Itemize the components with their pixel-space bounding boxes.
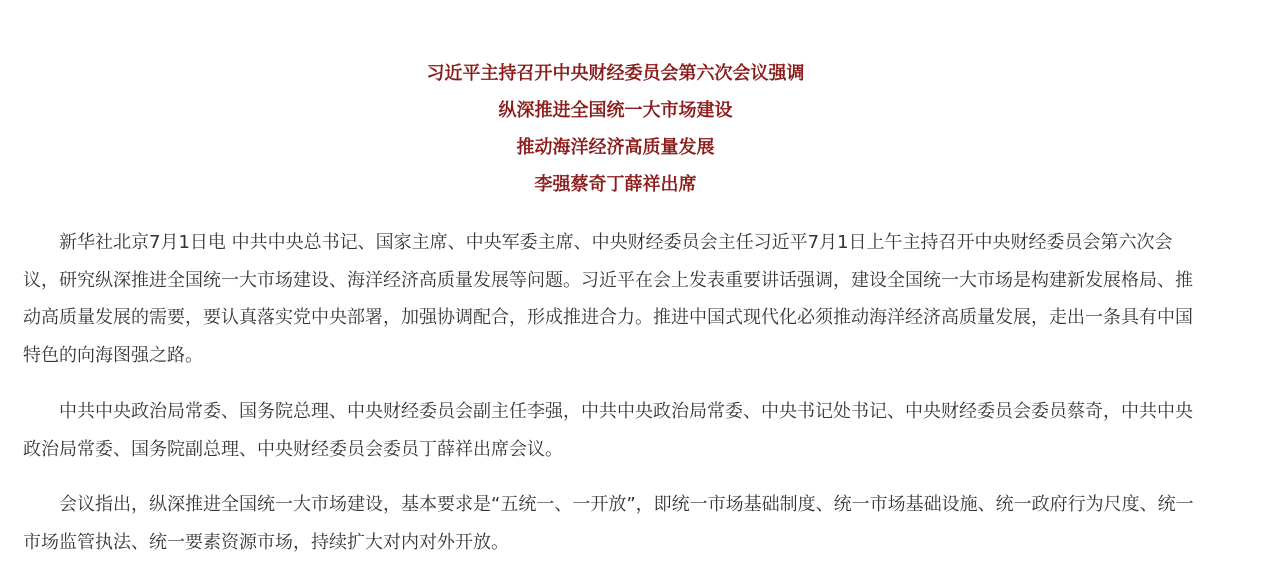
paragraph-meeting-points: 会议指出，纵深推进全国统一大市场建设，基本要求是“五统一、一开放”，即统一市场基础制度、统一市场基础设施、统一政府行为尺度、统一市场监管执法、统一要素资源市场，持续扩大对内对外开放。 [23, 494, 1194, 553]
headline-sub-1: 纵深推进全国统一大市场建设 [498, 100, 733, 121]
paragraph-lead: 新华社北京7月1日电 中共中央总书记、国家主席、中央军委主席、中央财经委员会主任习近平7月1日上午主持召开中央财经委员会第六次会议，研究纵深推进全国统一大市场建设、海洋经济高质量发展等问题。习近平在会上发表重要讲话强调，建设全国统一大市场是构建新发展格局、推动高质量发展的需要，要认真落实党中央部署，加强协调配合，形成推进合力。推进中国式现代化必须推动海洋经济高质量发展，走出一条具有中国特色的向海图强之路。 [23, 232, 1193, 366]
paragraph-attendance: 中共中央政治局常委、国务院总理、中央财经委员会副主任李强，中共中央政治局常委、中央书记处书记、中央财经委员会委员蔡奇，中共中央政治局常委、国务院副总理、中央财经委员会委员丁薛祥出席会议。 [23, 401, 1193, 460]
headline-main: 习近平主持召开中央财经委员会第六次会议强调 [426, 63, 805, 84]
headline-sub-2: 推动海洋经济高质量发展 [516, 137, 715, 158]
headline-attendees: 李强蔡奇丁薛祥出席 [534, 174, 697, 195]
